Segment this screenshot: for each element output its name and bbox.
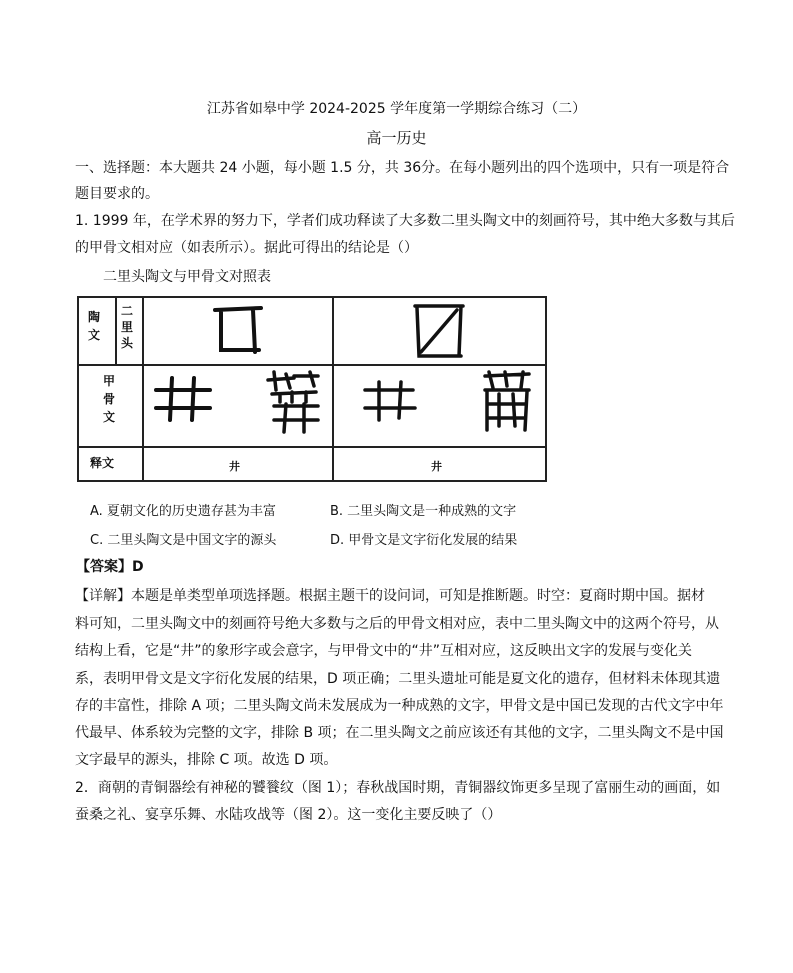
explain-line-6: 代最早、体系较为完整的文字，排除 B 项；在二里头陶文之前应该还有其他的文字，二里头陶文不是中国 <box>75 725 724 741</box>
table-divider-subhead <box>115 298 117 364</box>
answer-line: 【答案】D <box>76 559 144 575</box>
row1-sub-char3: 头 <box>121 336 134 350</box>
table-divider-col1 <box>142 298 144 480</box>
row3-head: 释文 <box>90 456 115 470</box>
row1-sub-char1: 二 <box>121 304 134 318</box>
section-intro-line2: 题目要求的。 <box>75 186 159 202</box>
oracle-glyph-well-1 <box>154 374 214 424</box>
row1-head-char2: 文 <box>88 328 101 342</box>
option-b: B. 二里头陶文是一种成熟的文字 <box>330 504 517 519</box>
oracle-glyph-complex-1 <box>264 368 324 434</box>
table-divider-row1 <box>79 364 545 366</box>
row2-head-char2: 骨 <box>103 392 116 406</box>
question2-stem-line2: 蚕桑之礼、宴享乐舞、水陆攻战等（图 2）。这一变化主要反映了（） <box>75 807 502 823</box>
page-title: 江苏省如皋中学 2024-2025 学年度第一学期综合练习（二） <box>206 101 587 117</box>
explain-line-4: 系，表明甲骨文是文字衍化发展的结果，D 项正确；二里头遗址可能是夏文化的遗存，但材料未体现其遗 <box>75 671 721 687</box>
option-a: A. 夏朝文化的历史遗存甚为丰富 <box>90 504 276 519</box>
explain-line-2: 料可知，二里头陶文中的刻画符号绝大多数与之后的甲骨文相对应，表中二里头陶文中的这两个符号，从 <box>75 616 719 632</box>
question1-stem-line2: 的甲骨文相对应（如表所示）。据此可得出的结论是（） <box>75 240 418 256</box>
row1-head-char1: 陶 <box>88 310 101 324</box>
comparison-table <box>77 296 547 482</box>
explain-line-1: 【详解】本题是单类型单项选择题。根据主题干的设问词，可知是推断题。时空：夏商时期中国。据材 <box>75 588 705 604</box>
table-divider-row2 <box>79 446 545 448</box>
row2-head-char3: 文 <box>103 410 116 424</box>
table-caption: 二里头陶文与甲骨文对照表 <box>103 269 271 285</box>
question2-stem-line1: 2．商朝的青铜器绘有神秘的饕餮纹（图 1）；春秋战国时期，青铜器纹饰更多呈现了富丽生动的画面，如 <box>75 780 721 796</box>
explain-line-5: 存的丰富性，排除 A 项；二里头陶文尚未发展成为一种成熟的文字，甲骨文是中国已发现的古代文字中年 <box>75 698 724 714</box>
explain-line-3: 结构上看，它是“井”的象形字或会意字，与甲骨文中的“井”互相对应，这反映出文字的发展与变化关 <box>75 643 693 659</box>
option-d: D. 甲骨文是文字衍化发展的结果 <box>330 533 518 548</box>
section-intro-line1: 一、选择题：本大题共 24 小题，每小题 1.5 分，共 36分。在每小题列出的四个选项中，只有一项是符合 <box>75 160 730 176</box>
option-c: C. 二里头陶文是中国文字的源头 <box>90 533 277 548</box>
oracle-glyph-complex-2 <box>479 368 535 434</box>
meaning-right: 井 <box>431 460 442 473</box>
explain-line-7: 文字最早的源头，排除 C 项。故选 D 项。 <box>75 752 338 768</box>
row1-sub-char2: 里 <box>121 320 134 334</box>
page-subtitle: 高一历史 <box>366 129 427 147</box>
table-divider-col2 <box>332 298 334 480</box>
meaning-left: 井 <box>229 460 240 473</box>
row2-head-char1: 甲 <box>103 374 116 388</box>
pottery-glyph-diagonal <box>409 302 469 360</box>
pottery-glyph-square <box>209 304 269 356</box>
oracle-glyph-well-2 <box>363 378 419 424</box>
question1-stem-line1: 1. 1999 年，在学术界的努力下，学者们成功释读了大多数二里头陶文中的刻画符号，其中绝大多数与其后 <box>75 213 735 229</box>
